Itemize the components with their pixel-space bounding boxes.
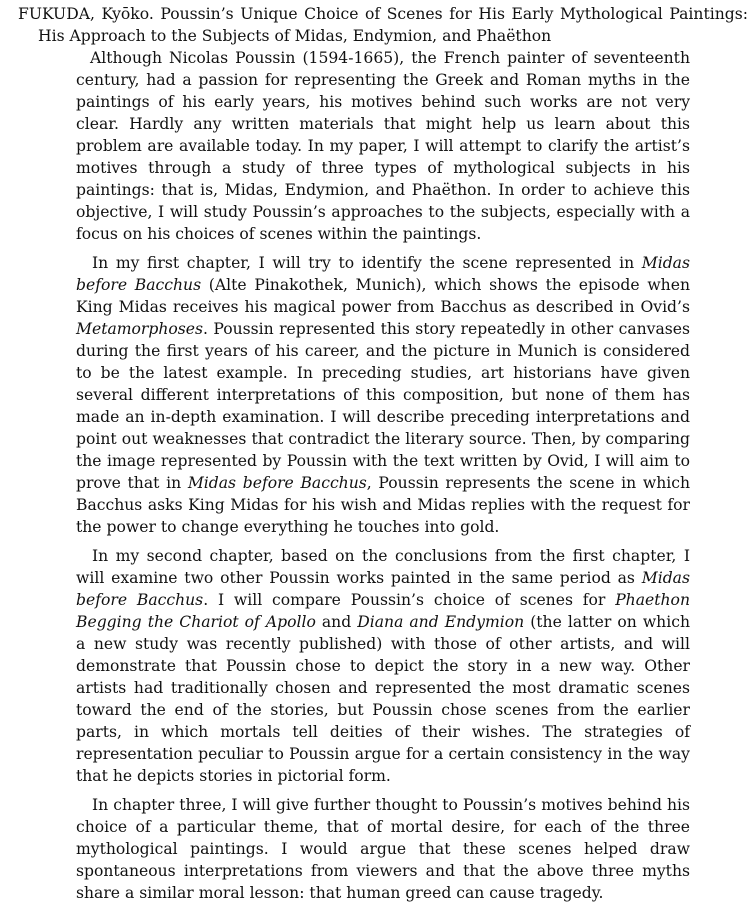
text-run: (the latter on which a new study was recently published) with those of other artists, and will demonstrate that Poussin chose to depict the story in a new way. Other artists had traditionally chosen and represented the most dramatic scenes toward the end of the stories, but Poussin chose scenes from the earlier parts, in which mortals tell deities of their wishes. The strategies of representation peculiar to Poussin argue for a certain consistency in the way that he depicts stories in pictorial form. (76, 613, 690, 785)
text-run: In chapter three, I will give further thought to Poussin’s motives behind his choice of a particular theme, that of mortal desire, for each of the three mythological paintings. I would argue that these scenes helped draw spontaneous interpretations from viewers and that the above three myths share a similar moral lesson: that human greed can cause tragedy. (76, 796, 690, 902)
work-title: Midas before Bacchus (187, 474, 367, 492)
paragraph (76, 545, 690, 787)
text-run: . I will compare Poussin’s choice of scenes for (203, 591, 616, 609)
text-run: and (315, 613, 358, 631)
article-title: Poussin’s Unique Choice of Scenes for His Early Mythological Paintings: His Approach to the Subjects of Midas, Endymion, and Phaëthon (38, 5, 748, 45)
text-run: . Poussin represented this story repeatedly in other canvases during the first years of his career, and the picture in Munich is considered to be the latest example. In preceding studies, art historians have given several different interpretations of this composition, but none of them has made an in-depth examination. I will describe preceding interpretations and point out weaknesses that contradict the literary source. Then, by comparing the image represented by Poussin with the text written by Ovid, I will aim to prove that in (76, 320, 690, 492)
work-title: Midas before Bacchus (76, 254, 690, 294)
work-title: Metamorphoses (76, 320, 204, 338)
paragraph (76, 252, 690, 538)
text-run: (Alte Pinakothek, Munich), which shows the episode when King Midas receives his magical power from Bacchus as described in Ovid’s (76, 276, 690, 316)
author-name: FUKUDA, Kyōko. (18, 5, 154, 23)
abstract-body (76, 47, 690, 911)
article-heading (18, 3, 748, 47)
work-title: Midas before Bacchus (76, 569, 690, 609)
text-run: , Poussin represents the scene in which Bacchus asks King Midas for his wish and Midas replies with the request for the power to change everything he touches into gold. (76, 474, 691, 536)
work-title: Diana and Endymion (357, 613, 525, 631)
work-title: Phaethon Begging the Chariot of Apollo (76, 591, 690, 631)
text-run: In my second chapter, based on the conclusions from the first chapter, I will examine two other Poussin works painted in the same period as (76, 547, 690, 587)
paragraph (76, 794, 690, 904)
text-run: In my first chapter, I will try to identify the scene represented in (92, 254, 642, 272)
paragraph (76, 47, 690, 245)
text-run: Although Nicolas Poussin (1594-1665), the French painter of seventeenth century, had a passion for representing the Greek and Roman myths in the paintings of his early years, his motives behind such works are not very clear. Hardly any written materials that might help us learn about this problem are available today. In my paper, I will attempt to clarify the artist’s motives through a study of three types of mythological subjects in his paintings: that is, Midas, Endymion, and Phaëthon. In order to achieve this objective, I will study Poussin’s approaches to the subjects, especially with a focus on his choices of scenes within the paintings. (76, 49, 690, 243)
